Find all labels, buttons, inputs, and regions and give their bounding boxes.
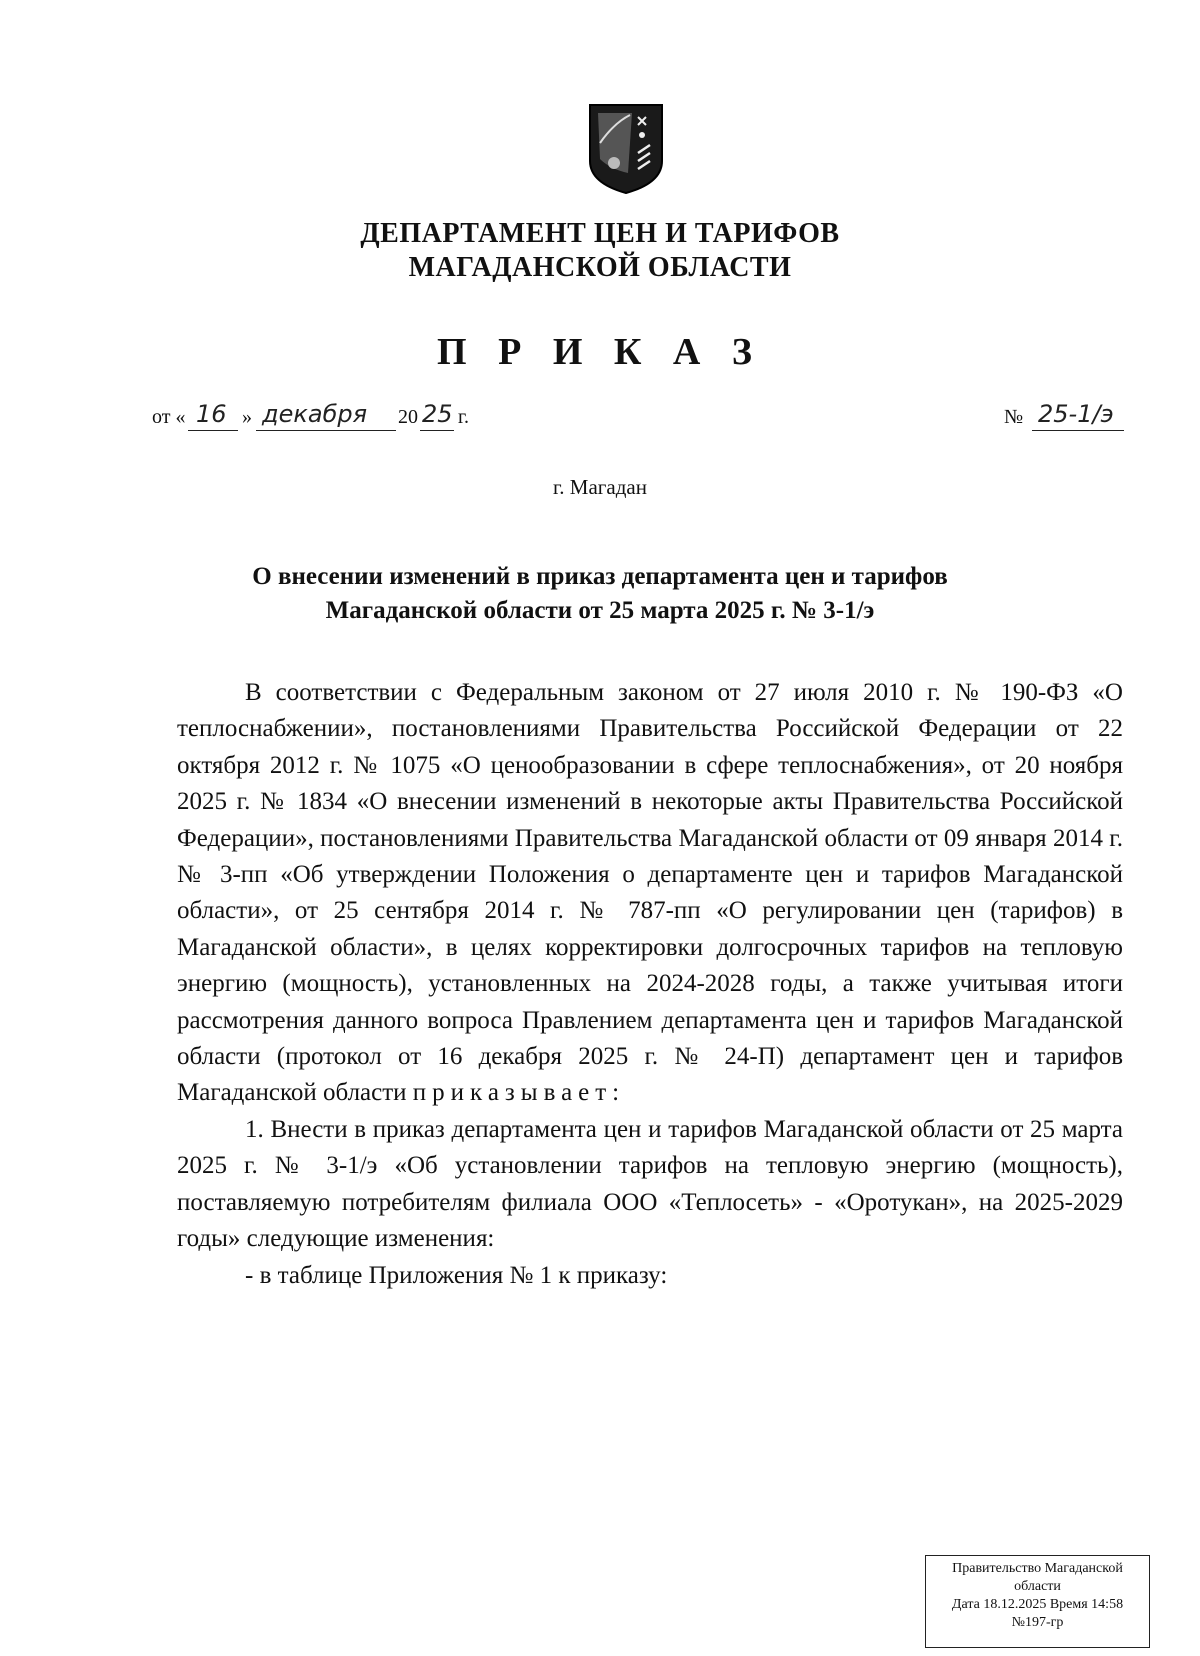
paragraph-item-1-sub: - в таблице Приложения № 1 к приказу: xyxy=(245,1261,668,1289)
date-quote-close: » xyxy=(242,406,252,428)
date-month-underline xyxy=(256,430,396,431)
subject-line1: О внесении изменений в приказ департамента цен и тарифов xyxy=(252,563,948,590)
number-prefix: № xyxy=(1004,406,1024,428)
subject-line2: Магаданской области от 25 марта 2025 г. № 3-1/э xyxy=(325,597,875,624)
number-value: 25-1/э xyxy=(1038,400,1114,428)
date-year-prefix: 20 xyxy=(398,406,418,428)
date-year-suffix: 25 xyxy=(422,400,453,428)
stamp-line3: Дата 18.12.2025 Время 14:58 xyxy=(951,1597,1124,1612)
order-number xyxy=(1004,400,1134,436)
department-name-line1: ДЕПАРТАМЕНТ ЦЕН И ТАРИФОВ xyxy=(360,218,840,249)
stamp-line1: Правительство Магаданской xyxy=(952,1561,1123,1576)
preamble-verb: приказывает: xyxy=(412,1079,626,1107)
city-name: г. Магадан xyxy=(553,475,647,499)
number-underline xyxy=(1032,430,1124,431)
stamp-line4: №197-гр xyxy=(1011,1615,1064,1630)
date-day-underline xyxy=(188,430,238,431)
preamble-text: В соответствии с Федеральным законом от 27 июля 2010 г. № 190-ФЗ «О теплоснабжении», постановлениями Правительства Российской Федерации от 22 октября 2012 г. № 1075 «О ценообразовании в сфере теплоснабжения», от 20 ноября 2025 г. № 1834 «О внесении изменений в некоторые акты Правительства Российской Федерации», постановлениями Правительства Магаданской области от 09 января 2014 г. № 3-пп «Об утверждении Положения о департаменте цен и тарифов Магаданской области», от 25 сентября 2014 г. № 787-пп «О регулировании цен (тарифов) в Магаданской области», в целях корректировки долгосрочных тарифов на тепловую энергию (мощность), установленных на 2024-2028 годы, а также учитывая итоги рассмотрения данного вопроса Правлением департамента цен и тарифов Магаданской области (протокол от 16 декабря 2025 г. № 24-П) департамент цен и тарифов Магаданской области xyxy=(177,679,1123,1107)
department-name-line2: МАГАДАНСКОЙ ОБЛАСТИ xyxy=(408,252,792,283)
date-suffix: г. xyxy=(458,406,469,428)
registration-stamp xyxy=(925,1555,1150,1648)
coat-of-arms-emblem xyxy=(588,103,664,195)
date-year-underline xyxy=(420,430,454,431)
paragraph-preamble xyxy=(177,675,1123,1112)
date-month: декабря xyxy=(262,400,368,428)
paragraph-item-1: 1. Внести в приказ департамента цен и тарифов Магаданской области от 25 марта 2025 г. № 3-1/э «Об установлении тарифов на тепловую энергию (мощность), поставляемую потребителям филиала ООО «Теплосеть» - «Оротукан», на 2025-2029 годы» следующие изменения: xyxy=(177,1115,1123,1253)
order-date xyxy=(152,400,512,436)
stamp-line2: области xyxy=(1014,1579,1061,1594)
date-day: 16 xyxy=(196,400,227,428)
body-text xyxy=(177,675,1123,1294)
document-type-title: П Р И К А З xyxy=(437,331,763,373)
date-prefix: от « xyxy=(152,406,186,428)
